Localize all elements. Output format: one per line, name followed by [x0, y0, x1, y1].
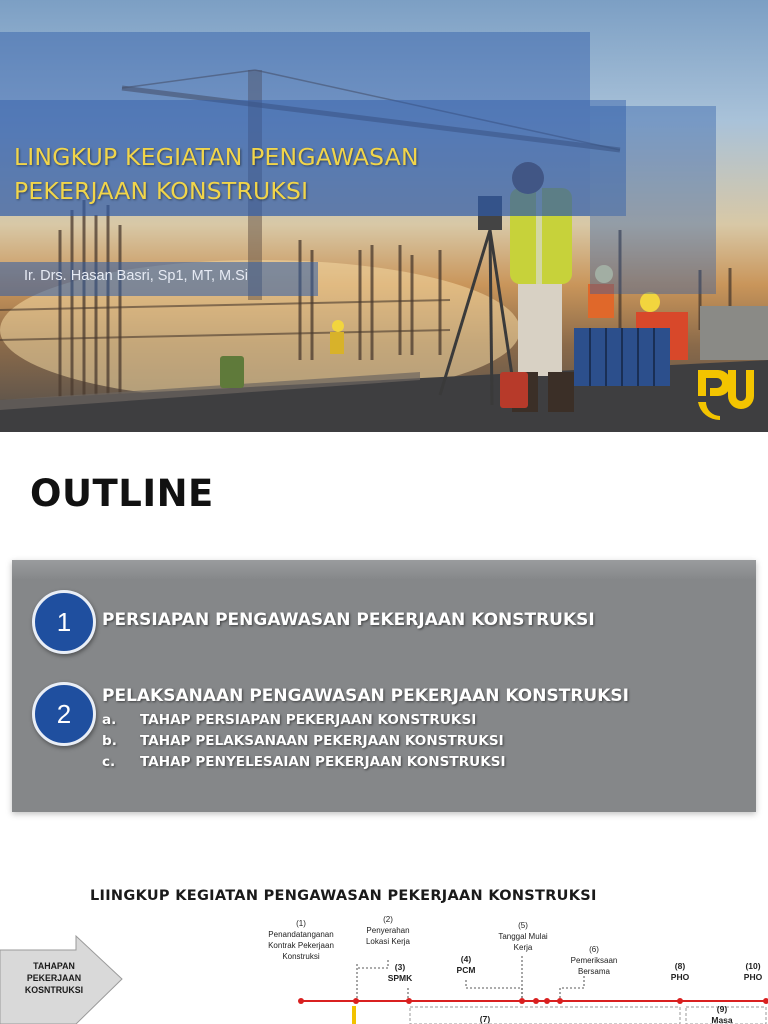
outline-subitem [102, 754, 506, 770]
milestone-4 [446, 954, 486, 976]
subitem-label: TAHAP PELAKSANAAN PEKERJAAN KONSTRUKSI [140, 733, 504, 749]
milestone-text: Kontrak Pekerjaan [268, 941, 334, 950]
item-number-badge: 2 [32, 682, 96, 746]
milestone-number: (9) [716, 1004, 728, 1014]
milestone-10 [736, 961, 768, 983]
milestone-text: PCM [456, 965, 476, 975]
period-box-7 [410, 1007, 680, 1024]
milestone-dot [519, 998, 525, 1004]
pu-logo-icon [694, 366, 758, 422]
milestone-number: (7) [479, 1014, 491, 1024]
milestone-8 [660, 961, 700, 983]
outline-subitem [102, 733, 504, 749]
milestone-text: Masa [711, 1015, 733, 1024]
leader-line [560, 976, 584, 1000]
milestone-9 [702, 1004, 742, 1024]
scope-title: LIINGKUP KEGIATAN PENGAWASAN PEKERJAAN KONSTRUKSI [90, 888, 597, 904]
milestone-6 [558, 944, 630, 977]
milestone-text: Tanggal Mulai [498, 932, 548, 941]
stage-arrow-label [8, 960, 100, 996]
outline-item-1: PERSIAPAN PENGAWASAN PEKERJAAN KONSTRUKSI [102, 610, 595, 630]
cover-title [14, 140, 594, 208]
milestone-text: Bersama [577, 967, 610, 976]
milestone-dot [353, 998, 359, 1004]
milestone-number: (5) [518, 921, 528, 930]
milestone-dot [406, 998, 412, 1004]
milestone-7 [470, 1014, 500, 1024]
milestone-number: (3) [394, 962, 406, 972]
milestone-text: Pemeriksaan [570, 956, 618, 965]
leader-line [466, 980, 522, 1000]
outline-slide [0, 432, 768, 864]
milestone-text: SPMK [387, 973, 413, 983]
milestone-dot [533, 998, 539, 1004]
subitem-label: TAHAP PENYELESAIAN PEKERJAAN KONSTRUKSI [140, 754, 506, 770]
milestone-number: (6) [589, 945, 599, 954]
cover-title-line1: LINGKUP KEGIATAN PENGAWASAN [14, 143, 419, 171]
milestone-dot [677, 998, 683, 1004]
outline-subitem [102, 712, 476, 728]
milestone-text: PHO [670, 972, 690, 982]
subitem-label: TAHAP PERSIAPAN PEKERJAAN KONSTRUKSI [140, 712, 477, 728]
milestone-text: Kerja [513, 943, 533, 952]
milestone-number: (2) [383, 915, 393, 924]
milestone-2 [350, 914, 426, 947]
arrow-label-line: KOSNTRUKSI [24, 985, 84, 995]
arrow-label-line: TAHAPAN [33, 961, 75, 971]
milestone-text: Konstruksi [282, 952, 320, 961]
milestone-5 [488, 920, 558, 953]
outline-title: OUTLINE [30, 472, 214, 515]
cover-title-line2: PEKERJAAN KONSTRUKSI [14, 177, 309, 205]
subitem-letter: a. [102, 712, 117, 728]
milestone-dot [763, 998, 768, 1004]
milestone-number: (8) [674, 961, 686, 971]
milestone-dot [544, 998, 550, 1004]
author-name: Ir. Drs. Hasan Basri, Sp1, MT, M.Si [24, 268, 248, 284]
milestone-number: (4) [460, 954, 472, 964]
marker-bar [352, 1006, 356, 1024]
milestone-1 [256, 918, 346, 962]
scope-slide [0, 864, 768, 1024]
subitem-letter: c. [102, 754, 116, 770]
milestone-dot [298, 998, 304, 1004]
overlay-band [590, 106, 716, 294]
subitem-letter: b. [102, 733, 117, 749]
cover-slide [0, 0, 768, 432]
item-number-badge: 1 [32, 590, 96, 654]
milestone-text: Lokasi Kerja [365, 937, 411, 946]
milestone-text: Penyerahan [366, 926, 410, 935]
milestone-number: (10) [745, 961, 761, 971]
outline-item-2: PELAKSANAAN PENGAWASAN PEKERJAAN KONSTRUKSI [102, 686, 629, 706]
milestone-number: (1) [296, 919, 306, 928]
milestone-3 [380, 962, 420, 984]
arrow-label-line: PEKERJAAN [26, 973, 82, 983]
milestone-text: Penandatanganan [268, 930, 334, 939]
milestone-text: PHO [743, 972, 763, 982]
milestone-dot [557, 998, 563, 1004]
